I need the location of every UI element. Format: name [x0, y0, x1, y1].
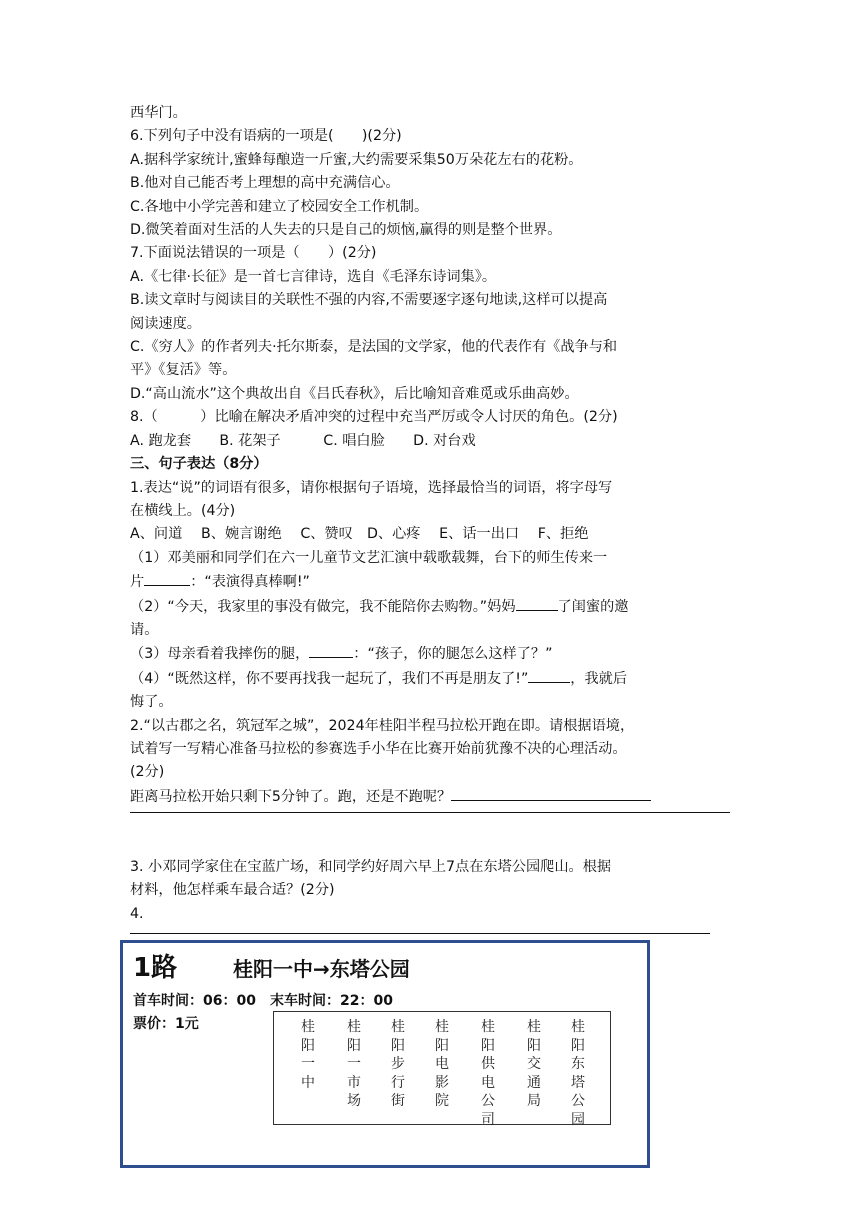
answer-line-rule — [130, 812, 730, 813]
text-line: A.《七律·长征》是一首七言律诗，选自《毛泽东诗词集》。 — [130, 268, 497, 285]
text-line: 试着写一写精心准备马拉松的参赛选手小华在比赛开始前犹豫不决的心理活动。 — [130, 740, 627, 757]
text-line: 西华门。 — [130, 105, 187, 121]
text-line: B.读文章时与阅读目的关联性不强的内容,不需要逐字逐句地读,这样可以提高 — [130, 292, 608, 309]
text-line: 1.表达“说”的词语有很多，请你根据句子语境，选择最恰当的词语，将字母写 — [130, 479, 613, 496]
text-line — [130, 785, 730, 809]
text-line: 3. 小邓同学家住在宝蓝广场，和同学约好周六早上7点在东塔公园爬山。根据 — [130, 859, 612, 875]
bus-stop: 桂 阳 东 塔 公 园 — [571, 1019, 585, 1128]
line-text: （4）“既然这样，你不要再找我一起玩了，我们不再是朋友了!” — [130, 670, 529, 687]
text-line — [130, 570, 730, 594]
text-line: 4. — [130, 905, 144, 922]
text-line: A. 跑龙套 B. 花架子 C. 唱白脸 D. 对台戏 — [130, 432, 476, 449]
bus-stop: 桂 阳 交 通 局 — [527, 1019, 541, 1109]
text-line: 6.下列句子中没有语病的一项是( )(2分) — [130, 128, 402, 145]
text-line: C.《穷人》的作者列夫·托尔斯泰，是法国的文学家，他的代表作有《战争与和 — [130, 339, 618, 356]
line-text: ：“表演得真棒啊!” — [190, 574, 310, 591]
text-line: 2.“以古郡之名，筑冠军之城”，2024年桂阳半程马拉松开跑在即。请根据语境， — [130, 717, 635, 734]
line-text: 片 — [130, 574, 145, 591]
fill-blank[interactable] — [144, 570, 190, 586]
text-line: D.“高山流水”这个典故出自《吕氏春秋》，后比喻知音难觅或乐曲高妙。 — [130, 385, 579, 402]
fill-blank[interactable] — [516, 595, 558, 611]
line-text: （2）“今天，我家里的事没有做完，我不能陪你去购物。”妈妈 — [130, 598, 516, 615]
text-line: A.据科学家统计,蜜蜂每酿造一斤蜜,大约需要采集50万朵花左右的花粉。 — [130, 151, 583, 168]
line-text: 了闺蜜的邀 — [557, 598, 629, 615]
text-line: 悔了。 — [130, 694, 173, 711]
line-text: 距离马拉松开始只剩下5分钟了。跑，还是不跑呢？ — [130, 788, 452, 805]
line-text: ，我就后 — [570, 670, 628, 687]
text-line: B.他对自己能否考上理想的高中充满信心。 — [130, 175, 400, 192]
line-text: ：“孩子，你的腿怎么这样了？” — [353, 646, 553, 663]
fill-blank[interactable] — [528, 667, 570, 683]
bus-stop: 桂 阳 供 电 公 司 — [481, 1019, 495, 1128]
text-line: 8.（ ）比喻在解决矛盾冲突的过程中充当严厉或令人讨厌的角色。(2分) — [130, 409, 618, 426]
route-name: 桂阳一中→东塔公园 — [233, 957, 410, 981]
text-line — [130, 642, 730, 666]
text-line: 平》《复活》等。 — [130, 362, 237, 379]
bus-route-card — [120, 940, 650, 1168]
text-line: D.微笑着面对生活的人失去的只是自己的烦恼,赢得的则是整个世界。 — [130, 222, 562, 239]
route-number: 1路 — [133, 953, 178, 983]
text-line: 请。 — [130, 621, 159, 638]
text-line: C.各地中小学完善和建立了校园安全工作机制。 — [130, 198, 429, 215]
bus-stop: 桂 阳 一 中 — [301, 1019, 315, 1091]
text-line: A、问道 B、婉言谢绝 C、赞叹 D、心疼 E、话一出口 F、拒绝 — [130, 526, 589, 543]
text-line: 阅读速度。 — [130, 315, 201, 332]
text-line — [130, 595, 730, 619]
text-line — [130, 667, 730, 691]
text-line: 材料，他怎样乘车最合适？(2分) — [130, 882, 335, 899]
fill-blank[interactable] — [451, 785, 651, 801]
text-line — [130, 833, 730, 856]
bus-stop: 桂 阳 步 行 街 — [391, 1019, 405, 1109]
document-body — [130, 102, 730, 926]
bus-stop: 桂 阳 电 影 院 — [435, 1019, 449, 1109]
line-text: （3）母亲看着我摔伤的腿， — [130, 646, 310, 663]
text-line: 三、句子表达（8分） — [130, 456, 268, 473]
bus-schedule: 首车时间：06：00 末车时间：22：00 — [133, 993, 393, 1009]
text-line: 7.下面说法错误的一项是（ ）(2分) — [130, 245, 377, 262]
fill-blank[interactable] — [309, 642, 353, 658]
answer-line-rule-2 — [130, 933, 710, 934]
line-text: （1）邓美丽和同学们在六一儿童节文艺汇演中载歌载舞，台下的师生传来一 — [130, 549, 608, 566]
bus-fare: 票价：1元 — [133, 1016, 199, 1032]
text-line: (2分) — [130, 764, 165, 781]
text-line — [130, 547, 730, 570]
text-line: 在横线上。(4分) — [130, 502, 236, 519]
stop-list — [273, 1011, 611, 1128]
bus-stop: 桂 阳 一 市 场 — [347, 1019, 361, 1109]
